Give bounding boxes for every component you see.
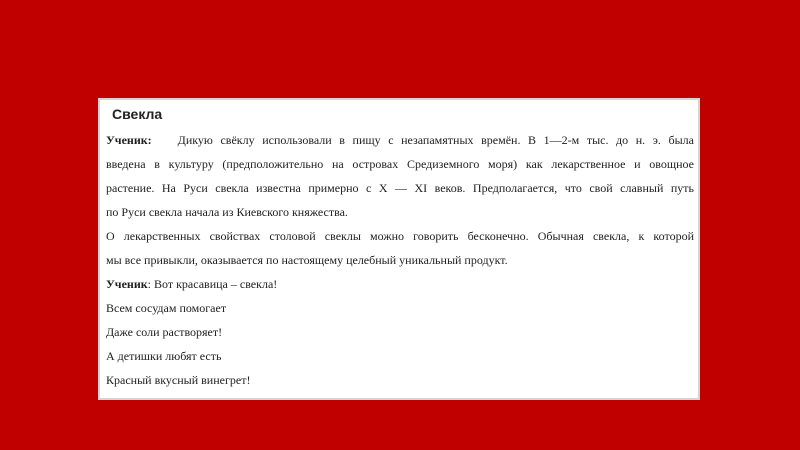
- slide-body: [106, 128, 694, 392]
- text-line: растение. На Руси свекла известна примерно с X — XI веков. Предполагается, что свой славный путь: [106, 181, 694, 195]
- poem-line: Даже соли растворяет!: [106, 325, 223, 339]
- text-line: по Руси свекла начала из Киевского княжества.: [106, 205, 348, 219]
- text-card: [98, 98, 700, 400]
- poem: [106, 272, 694, 392]
- poem-line: Всем сосудам помогает: [106, 301, 227, 315]
- poem-line: А детишки любят есть: [106, 349, 222, 363]
- poem-line: Красный вкусный винегрет!: [106, 373, 251, 387]
- poem-line: [106, 272, 694, 296]
- text-line: О лекарственных свойствах столовой свеклы можно говорить бесконечно. Обычная свекла, к которой: [106, 229, 694, 243]
- text-line: введена в культуру (предположительно на островах Средиземного моря) как лекарственное и овощное: [106, 157, 694, 171]
- text-line: [106, 128, 694, 152]
- speaker-label: Ученик: [106, 277, 148, 291]
- speaker-label: Ученик:: [106, 133, 152, 147]
- slide-title: Свекла: [112, 106, 163, 122]
- paragraph-history: [106, 128, 694, 224]
- paragraph-properties: [106, 224, 694, 272]
- text-line: мы все привыкли, оказывается по настоящему целебный уникальный продукт.: [106, 253, 508, 267]
- poem-line-content: : Вот красавица – свекла!: [147, 277, 278, 291]
- text-line-content: Дикую свёклу использовали в пищу с незапамятных времён. В 1—2-м тыс. до н. э. была: [177, 133, 694, 147]
